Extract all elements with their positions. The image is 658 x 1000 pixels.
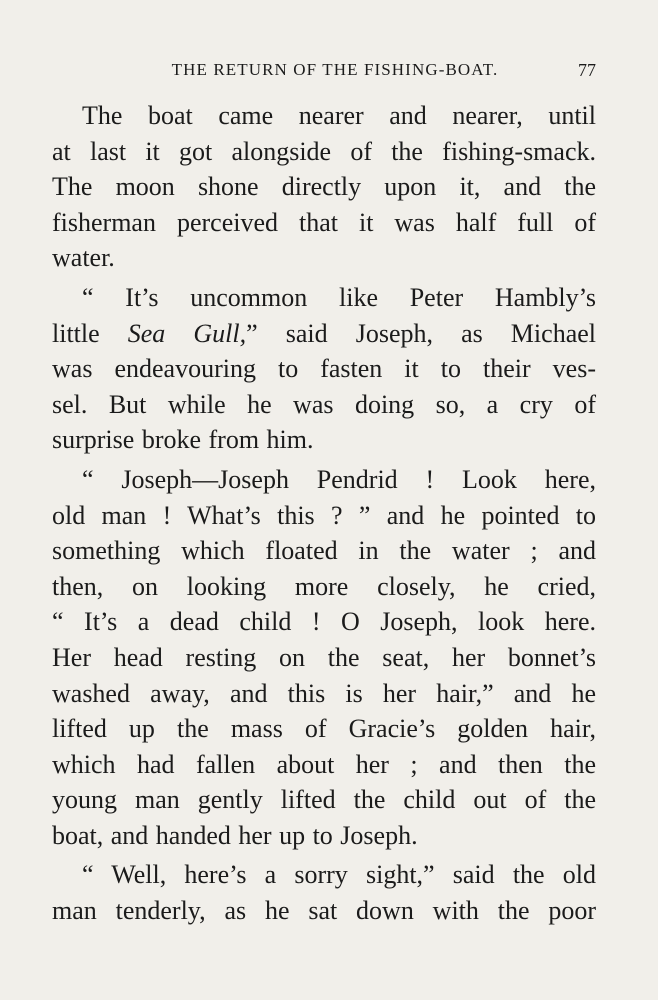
text-line: old man ! What’s this ? ” and he pointed to — [52, 500, 596, 530]
text-line: “ It’s uncommon like Peter Hambly’s — [82, 282, 596, 312]
text-line: washed away, and this is her hair,” and he — [52, 678, 596, 708]
text-line: The boat came nearer and nearer, until — [82, 101, 596, 130]
page-number: 77 — [578, 60, 596, 80]
body-text — [52, 98, 596, 929]
text-line: water. — [52, 243, 115, 273]
page-header — [52, 55, 596, 85]
text-line: “ Joseph—Joseph Pendrid ! Look here, — [82, 464, 596, 494]
text-line: “ Well, here’s a sorry sight,” said the old — [82, 860, 596, 890]
text-line: lifted up the mass of Gracie’s golden hair, — [52, 714, 596, 744]
text-line: at last it got alongside of the fishing-smack. — [52, 136, 596, 166]
text-line: boat, and handed her up to Joseph. — [52, 820, 418, 850]
text-line: then, on looking more closely, he cried, — [52, 571, 596, 601]
paragraph-1 — [52, 98, 596, 276]
text-line: man tenderly, as he sat down with the poor — [52, 896, 596, 926]
running-head: THE RETURN OF THE FISHING-BOAT. — [171, 60, 499, 79]
text-fragment: ” said Joseph, as Michael — [246, 318, 596, 348]
text-line: surprise broke from him. — [52, 425, 314, 455]
text-line: sel. But while he was doing so, a cry of — [52, 389, 596, 419]
text-line: which had fallen about her ; and then the — [52, 749, 596, 779]
text-line: Her head resting on the seat, her bonnet’s — [52, 642, 596, 672]
paragraph-4 — [52, 857, 596, 928]
text-line: something which floated in the water ; and — [52, 536, 596, 566]
text-line: The moon shone directly upon it, and the — [52, 172, 596, 202]
boat-name-italic: Sea Gull, — [127, 318, 247, 348]
text-line: young man gently lifted the child out of the — [52, 785, 596, 815]
text-line: “ It’s a dead child ! O Joseph, look here. — [52, 607, 596, 637]
text-fragment: little — [52, 318, 128, 348]
text-line: fisherman perceived that it was half full of — [52, 207, 596, 237]
paragraph-2 — [52, 280, 596, 458]
text-line — [52, 316, 596, 352]
text-line: was endeavouring to fasten it to their ves- — [52, 354, 596, 384]
paragraph-3 — [52, 462, 596, 854]
